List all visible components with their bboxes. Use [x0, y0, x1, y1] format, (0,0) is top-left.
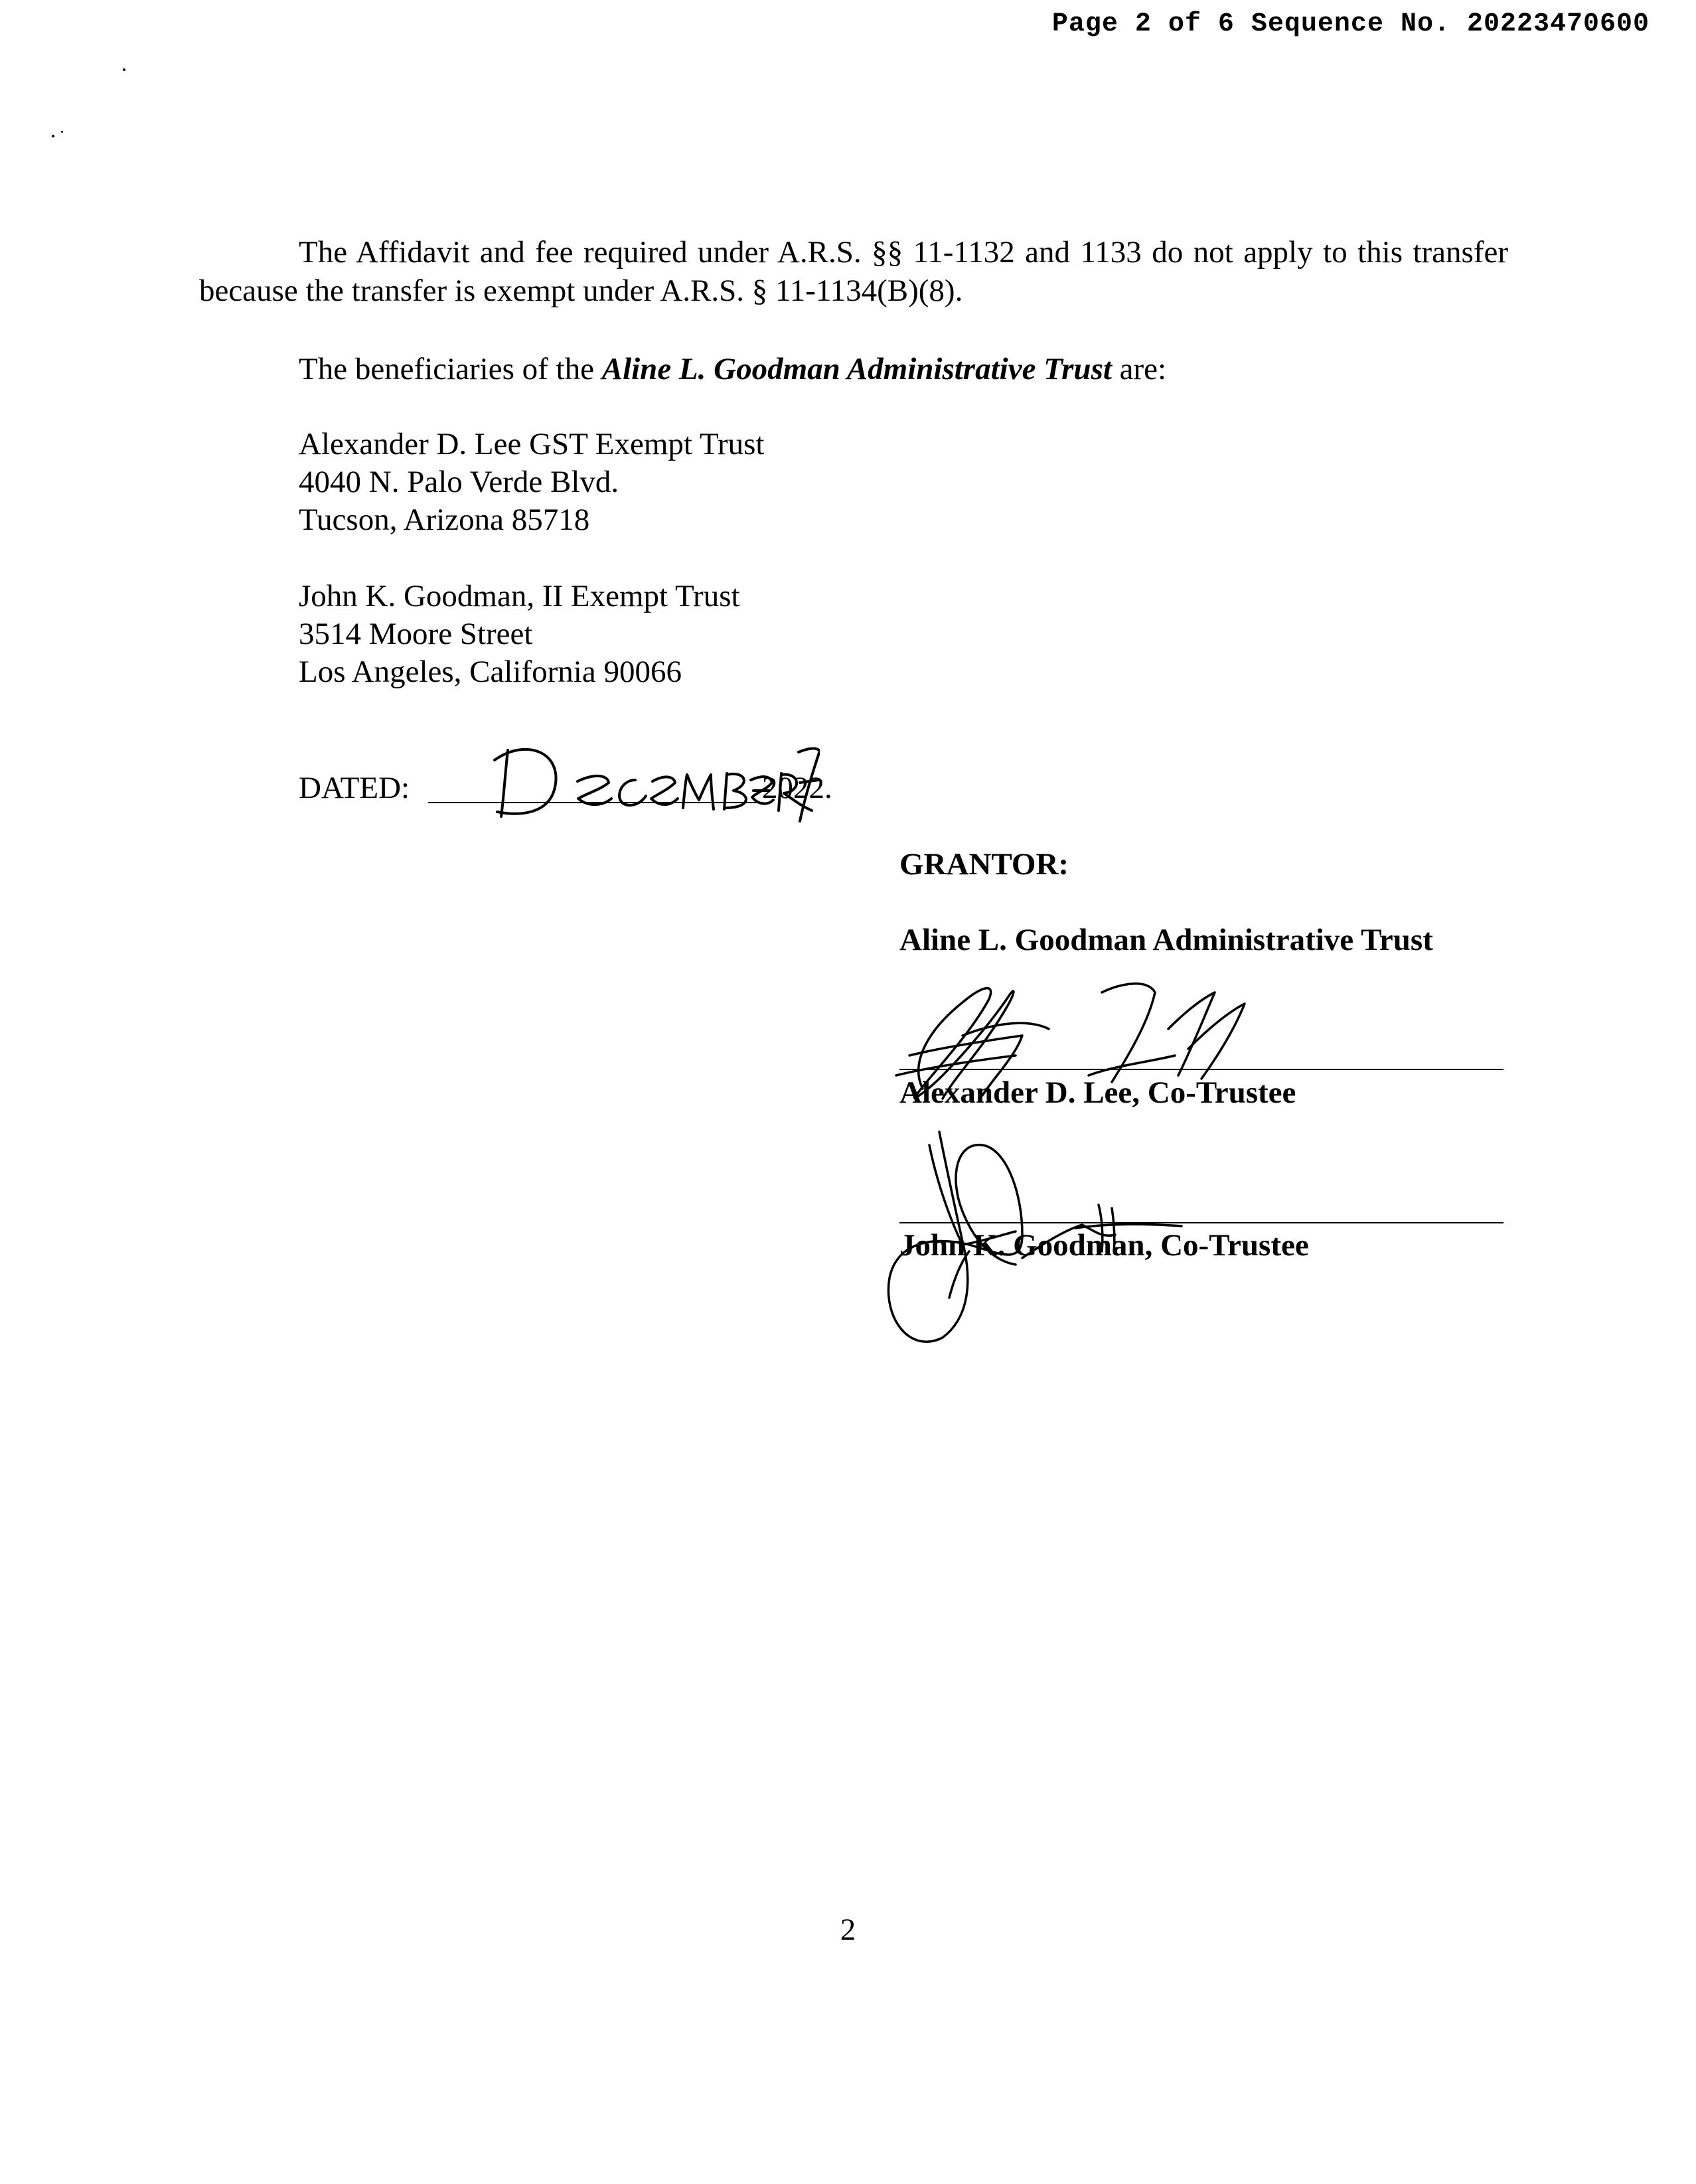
- beneficiary-address: [299, 578, 740, 691]
- beneficiaries-intro: [299, 350, 1166, 388]
- handwritten-date-E: [578, 776, 611, 805]
- beneficiary-city: Los Angeles, California 90066: [299, 655, 682, 689]
- signature-stroke: [1112, 1208, 1115, 1251]
- signature-stroke: [1089, 1055, 1175, 1075]
- scan-speck: [52, 135, 54, 137]
- beneficiary-street: 4040 N. Palo Verde Blvd.: [299, 465, 619, 499]
- beneficiary-name: Alexander D. Lee GST Exempt Trust: [299, 427, 765, 461]
- scan-speck: [123, 68, 125, 71]
- signature-stroke: [1075, 1224, 1182, 1228]
- handwritten-date-C: [619, 780, 646, 805]
- dated-label: DATED:: [299, 771, 410, 805]
- handwritten-date: [488, 734, 820, 823]
- signature-stroke: [1099, 1205, 1103, 1251]
- grantor-trust-name: Aline L. Goodman Administrative Trust: [899, 923, 1433, 957]
- signature-stroke: [1102, 984, 1155, 1082]
- signature-stroke: [963, 1023, 1049, 1036]
- handwritten-date-M: [683, 775, 714, 809]
- scan-speck: [61, 131, 63, 133]
- handwritten-signature: [883, 956, 1294, 1115]
- handwritten-date-B: [724, 773, 746, 809]
- beneficiary-street: 3514 Moore Street: [299, 617, 533, 651]
- beneficiaries-intro-after: are:: [1111, 352, 1167, 386]
- exemption-paragraph: The Affidavit and fee required under A.R.S. §§ 11-1132 and 1133 do not apply to this transfer because the transfer is exempt under A.R.S. § 11-1134(B)(8).: [199, 235, 1508, 308]
- signature-stroke: [963, 1231, 1016, 1245]
- dated-line-row: [299, 769, 832, 807]
- beneficiaries-trust-name: Aline L. Goodman Administrative Trust: [601, 352, 1112, 386]
- signature-stroke: [1188, 1004, 1245, 1079]
- grantor-label: GRANTOR:: [899, 847, 1069, 882]
- trustee-name: John K. Goodman, Co-Trustee: [899, 1228, 1309, 1263]
- beneficiary-address: [299, 426, 764, 539]
- signature-stroke: [888, 1132, 1022, 1342]
- handwritten-date-7-cross: [800, 780, 818, 783]
- handwritten-date-E3: [751, 777, 773, 804]
- beneficiary-name: John K. Goodman, II Exempt Trust: [299, 579, 740, 613]
- beneficiary-city: Tucson, Arizona 85718: [299, 503, 590, 537]
- handwritten-signature: [863, 1119, 1274, 1351]
- dated-year: 2022.: [762, 771, 832, 805]
- signature-stroke: [1168, 992, 1215, 1075]
- page-number: 2: [840, 1912, 856, 1947]
- handwritten-date-D: [495, 749, 556, 817]
- signature-stroke: [914, 988, 1014, 1099]
- beneficiaries-intro-before: The beneficiaries of the: [299, 352, 602, 386]
- recording-header: Page 2 of 6 Sequence No. 20223470600: [1051, 9, 1650, 39]
- signature-stroke: [896, 1055, 1016, 1075]
- handwritten-date-E2: [651, 777, 678, 805]
- trustee-name: Alexander D. Lee, Co-Trustee: [899, 1075, 1296, 1110]
